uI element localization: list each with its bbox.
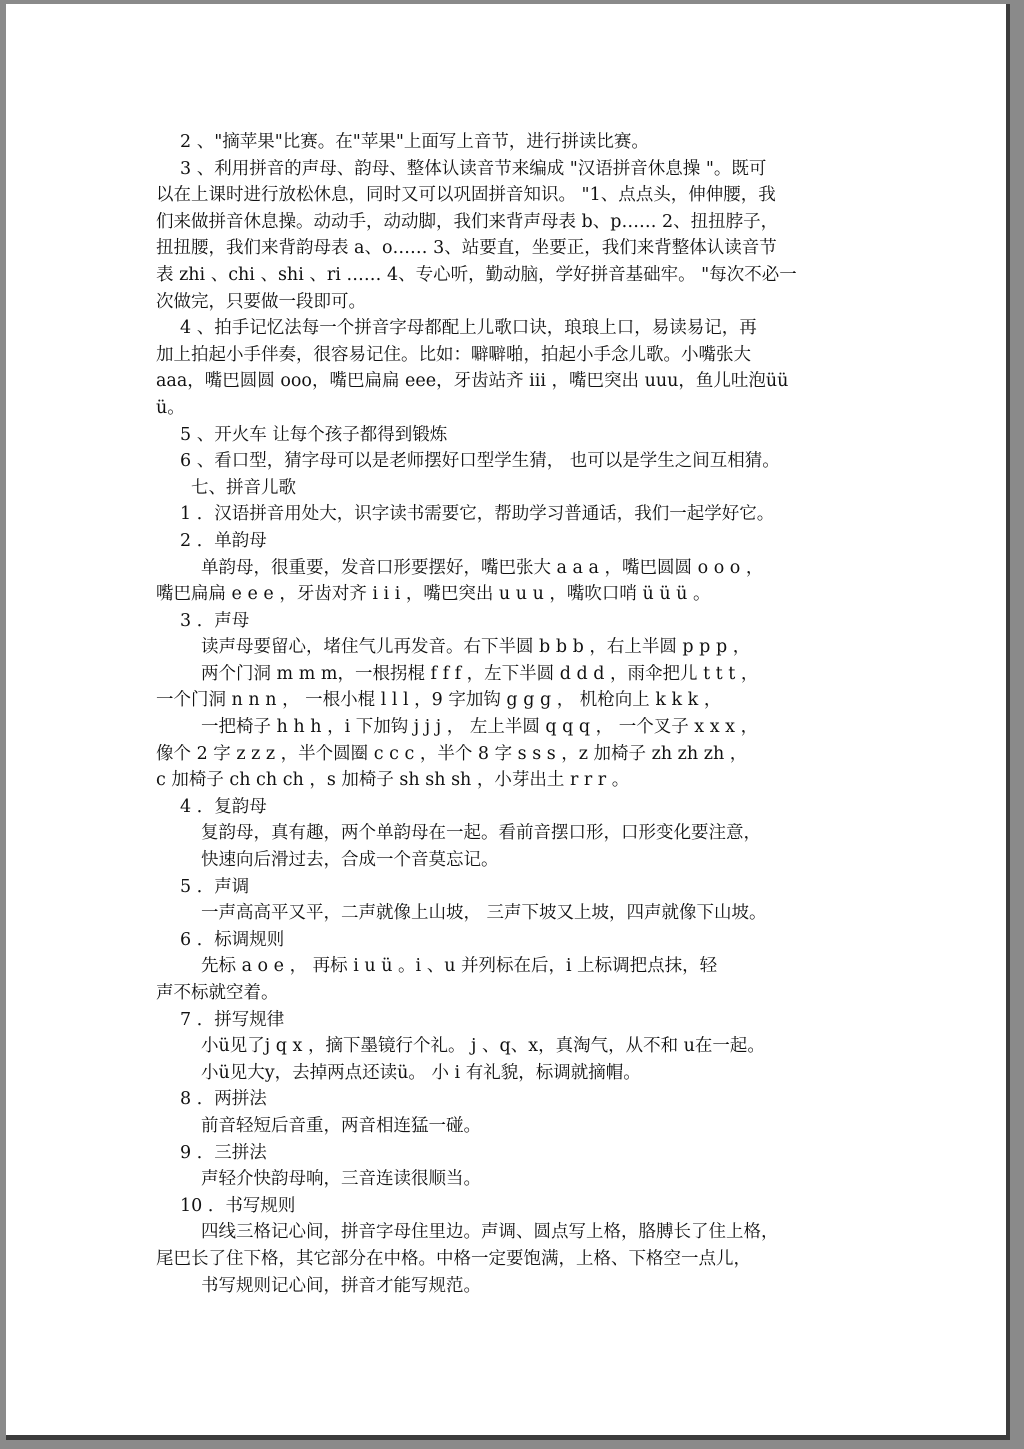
text-line: 一把椅子 h h h ，i 下加钩 j j j ， 左上半圆 q q q ， 一个叉子 x x x ， xyxy=(201,717,759,738)
document-page xyxy=(6,4,1010,1440)
text-line: 6 、看口型，猜字母可以是老师摆好口型学生猜， 也可以是学生之间互相猜。 xyxy=(180,451,780,472)
document-text xyxy=(156,129,881,1299)
text-line: 4 ．复韵母 xyxy=(180,796,267,817)
text-line: 四线三格记心间，拼音字母住里边。声调、圆点写上格，胳膊长了住上格， xyxy=(201,1222,779,1243)
text-line: 表 zhi 、chi 、shi 、ri …… 4、专心听，勤动脑，学好拼音基础牢。 "每次不必一 xyxy=(156,264,797,285)
text-line: 8 ．两拼法 xyxy=(180,1089,267,1110)
text-line: 5 ．声调 xyxy=(180,876,250,897)
text-line: 声不标就空着。 xyxy=(156,983,279,1003)
text-line: 以在上课时进行放松休息，同时又可以巩固拼音知识。 "1、点点头，伸伸腰，我 xyxy=(156,185,776,206)
text-line: ü。 xyxy=(156,397,185,418)
text-line: c 加椅子 ch ch ch ，s 加椅子 sh sh sh ，小芽出土 r r r 。 xyxy=(156,770,630,791)
text-line: 声轻介快韵母响，三音连读很顺当。 xyxy=(201,1169,481,1190)
text-line: 尾巴长了住下格，其它部分在中格。中格一定要饱满，上格、下格空一点儿， xyxy=(156,1248,751,1269)
text-line: 4 、拍手记忆法每一个拼音字母都配上儿歌口诀，琅琅上口，易读易记，再 xyxy=(180,318,757,339)
text-line: 像个 2 字 z z z ，半个圆圈 c c c ，半个 8 字 s s s ，z 加椅子 zh zh zh ， xyxy=(156,743,748,764)
text-line: 前音轻短后音重，两音相连猛一碰。 xyxy=(201,1115,481,1136)
text-line: 3 、利用拼音的声母、韵母、整体认读音节来编成 "汉语拼音休息操 "。既可 xyxy=(180,158,767,179)
text-line: 复韵母，真有趣，两个单韵母在一起。看前音摆口形，口形变化要注意， xyxy=(201,823,761,844)
text-line: 5 、开火车 让每个孩子都得到锻炼 xyxy=(180,424,448,445)
text-line: 们来做拼音休息操。动动手，动动脚，我们来背声母表 b、p…… 2、扭扭脖子， xyxy=(156,211,779,232)
text-line: 单韵母，很重要，发音口形要摆好，嘴巴张大 a a a ，嘴巴圆圆 o o o ， xyxy=(201,557,764,578)
text-line: 2 ．单韵母 xyxy=(180,530,267,551)
text-line: 小ü见了j q x ，摘下墨镜行个礼。 j 、q、x，真淘气，从不和 u在一起。 xyxy=(201,1036,765,1057)
text-line: 2 、"摘苹果"比赛。在"苹果"上面写上音节，进行拼读比赛。 xyxy=(180,132,649,152)
text-line: aaa，嘴巴圆圆 ooo，嘴巴扁扁 eee，牙齿站齐 iii ，嘴巴突出 uuu，鱼儿吐泡üü xyxy=(156,371,789,392)
text-line: 9 ．三拼法 xyxy=(180,1142,267,1163)
text-line: 10 ．书写规则 xyxy=(180,1195,296,1216)
text-line: 扭扭腰，我们来背韵母表 a、o…… 3、站要直，坐要正，我们来背整体认读音节 xyxy=(156,238,777,259)
text-line: 读声母要留心，堵住气儿再发音。右下半圆 b b b ，右上半圆 p p p ， xyxy=(201,637,751,658)
text-line: 7 ．拼写规律 xyxy=(180,1009,285,1030)
text-line: 先标 a o e ， 再标 i u ü 。i 、u 并列标在后，i 上标调把点抹，轻 xyxy=(201,956,718,977)
text-line: 3 ．声母 xyxy=(180,610,250,631)
text-line: 书写规则记心间，拼音才能写规范。 xyxy=(201,1275,481,1296)
text-line: 次做完，只要做一段即可。 xyxy=(156,291,366,312)
text-line: 快速向后滑过去，合成一个音莫忘记。 xyxy=(201,850,499,871)
text-line: 1 ．汉语拼音用处大，识字读书需要它，帮助学习普通话，我们一起学好它。 xyxy=(180,504,775,525)
text-line: 七、拼音儿歌 xyxy=(191,477,296,498)
text-line: 加上拍起小手伴奏，很容易记住。比如：噼噼啪，拍起小手念儿歌。小嘴张大 xyxy=(156,344,751,365)
text-line: 一个门洞 n n n ， 一根小棍 l l l ，9 字加钩 g g g ， 机枪向上 k k k ， xyxy=(156,690,722,711)
text-line: 两个门洞 m m m，一根拐棍 f f f ，左下半圆 d d d ，雨伞把儿 t t t ， xyxy=(201,663,759,684)
text-line: 6 ．标调规则 xyxy=(180,929,285,950)
text-line: 小ü见大y，去掉两点还读ü。 小 i 有礼貌，标调就摘帽。 xyxy=(201,1062,641,1083)
text-line: 嘴巴扁扁 e e e ，牙齿对齐 i i i ，嘴巴突出 u u u ，嘴吹口哨 ü ü ü 。 xyxy=(156,584,711,605)
text-line: 一声高高平又平，二声就像上山坡， 三声下坡又上坡，四声就像下山坡。 xyxy=(201,903,767,924)
